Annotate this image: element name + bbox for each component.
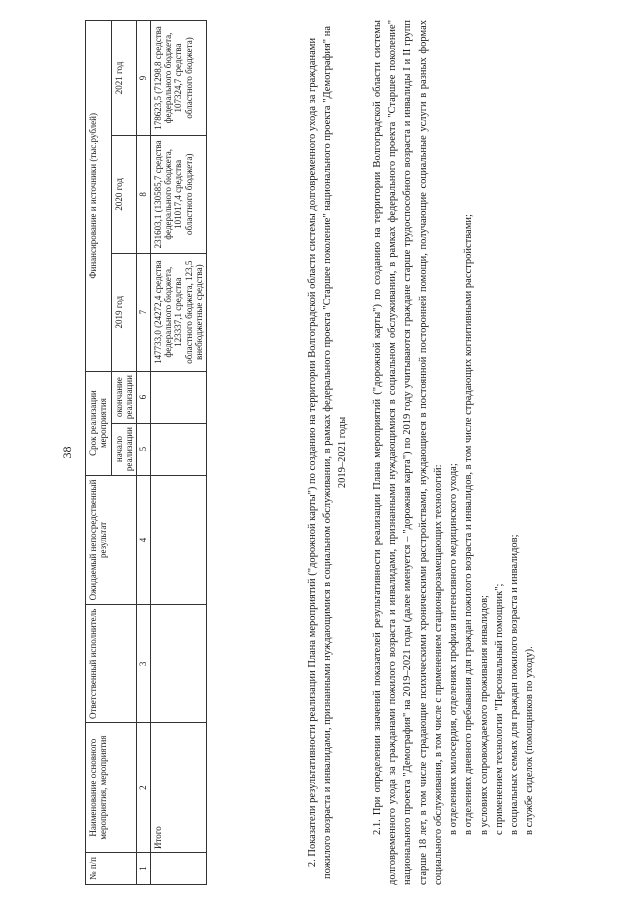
header-2021: 2021 год: [111, 21, 137, 136]
col-number: 8: [137, 135, 150, 253]
list-item: в отделениях милосердия, отделениях профиля интенсивного медицинского ухода;: [448, 463, 460, 835]
list-item: с применением технологии "Персональный помощник";: [493, 583, 505, 835]
list-item: в отделениях дневного пребывания для граждан пожилого возраста и инвалидов, в том числе страдающих когнитивными расстройствами;: [463, 214, 475, 835]
header-result: Ожидаемый непосредственный результат: [86, 475, 137, 605]
col-number: 7: [137, 253, 150, 371]
col-number: 2: [137, 723, 150, 853]
paragraph-2-1: 2.1. При определении значений показателей результативности реализации Плана мероприятий ("дорожной карты") по созданию на территории Волгоградской области системы долговременного ухода за гражданами пожилого возраста и инвалидами, признанными нуждающимися в социальном обслуживании, в рамках федерального проекта "Старшее поколение" национального проекта "Демография" на 2019–2021 годы (далее именуется – "дорожная карта") по 2019 году учитываются граждане старше трудоспособного возраста и инвалиды I и II групп старше 18 лет, в том числе страдающие психическими хроническими расстройствами, нуждающиеся в постоянной посторонней помощи, получающие социальные услуги в разных формах социального обслуживания, в том числе с применением стационарозамещающих технологий:: [372, 20, 444, 885]
financing-table: [85, 20, 207, 885]
col-number: 4: [137, 475, 150, 605]
technology-list: [446, 20, 537, 885]
total-executor-cell: [150, 605, 207, 723]
list-item: в социальных семьях для граждан пожилого возраста и инвалидов;: [508, 534, 520, 835]
col-number: 5: [137, 423, 150, 475]
header-2020: 2020 год: [111, 135, 137, 253]
header-row-1: [86, 21, 112, 885]
header-num: № п/п: [86, 853, 137, 885]
list-item: в службе сиделок (помощников по уходу).: [524, 646, 536, 835]
header-end: окончание реализации: [111, 371, 137, 423]
header-2019: 2019 год: [111, 253, 137, 371]
col-number: 3: [137, 605, 150, 723]
total-2020: 231603,1 (130585,7 средства федерального бюджета, 101017,4 средства областного бюджета): [150, 135, 207, 253]
total-result-cell: [150, 475, 207, 605]
total-end-cell: [150, 371, 207, 423]
header-name: Наименование основного мероприятия, мероприятия: [86, 723, 137, 853]
total-2021: 178623,5 (71298,8 средства федерального бюджета, 107324,7 средства областного бюджета): [150, 21, 207, 136]
total-row: [150, 21, 207, 885]
total-num-cell: [150, 853, 207, 885]
list-item: в условиях сопровождаемого проживания инвалидов;: [478, 595, 490, 835]
total-start-cell: [150, 423, 207, 475]
total-2019: 147733,0 (24272,4 средства федерального бюджета, 123337,1 средства областного бюджета, 123,5 внебюджетные средства): [150, 253, 207, 371]
body-text: [370, 20, 537, 885]
col-number: 6: [137, 371, 150, 423]
header-financing: Финансирование и источники (тыс.рублей): [86, 21, 112, 372]
section-heading: 2. Показатели результативности реализации Плана мероприятий ("дорожной карты") по созданию на территории Волгоградской области системы долговременного ухода за гражданами пожилого возраста и инвалидами, признанными нуждающимися в социальном обслуживании, в рамках федерального проекта "Старшее поколение" национального проекта "Демография" на 2019–2021 годы: [307, 25, 349, 880]
col-number: 1: [137, 853, 150, 885]
page-number: 38: [60, 446, 74, 459]
header-start: начало реализации: [111, 423, 137, 475]
col-number: 9: [137, 21, 150, 136]
header-period: Срок реализации мероприятия: [86, 371, 112, 475]
total-label: Итого: [150, 723, 207, 853]
column-number-row: [137, 21, 150, 885]
header-executor: Ответственный исполнитель: [86, 605, 137, 723]
